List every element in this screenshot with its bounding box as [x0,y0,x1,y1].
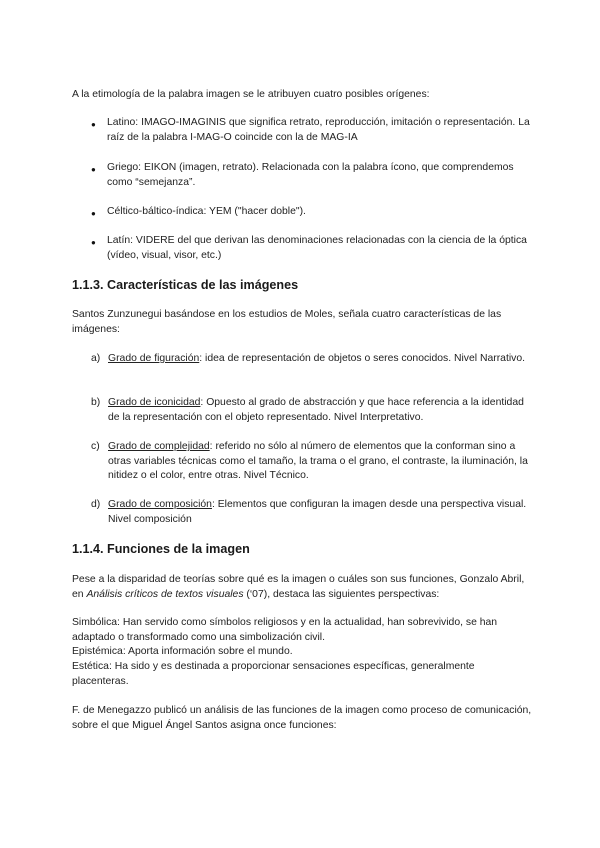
book-title: Análisis críticos de textos visuales [86,588,244,600]
definition-composicion: : Elementos que configuran la imagen desde una perspectiva visual. Nivel composición [108,499,527,525]
menegazzo-paragraph: F. de Menegazzo publicó un análisis de las funciones de la imagen como proceso de comunicación, sobre el que Miguel Ángel Santos asigna once funciones: [72,705,532,731]
bullet-dot-icon: ● [91,120,96,129]
list-label: a) [91,353,101,364]
section-heading-funciones: 1.1.4. Funciones de la imagen [72,542,250,556]
bullet-item-latino: Latino: IMAGO-IMAGINIS que significa retrato, reproducción, imitación o representación. La raíz de la palabra I-MAG-O coincide con la de MAG-IA [107,117,530,143]
term-iconicidad: Grado de iconicidad [108,397,201,408]
list-item-complejidad [108,440,532,484]
bullet-dot-icon: ● [91,209,96,218]
funciones-intro [72,573,532,602]
term-complejidad: Grado de complejidad [108,441,210,452]
list-item-figuracion [108,352,532,367]
list-label: c) [91,441,100,452]
definition-figuracion: : idea de representación de objetos o seres conocidos. Nivel Narrativo. [199,353,526,364]
bullet-dot-icon: ● [91,165,96,174]
bullet-dot-icon: ● [91,238,96,247]
perspectiva-epistemica: Epistémica: Aporta información sobre el mundo. [72,646,293,657]
list-item-composicion [108,498,532,527]
bullet-item-griego: Griego: EIKON (imagen, retrato). Relacionada con la palabra ícono, que comprendemos como “semejanza”. [107,162,514,188]
caracteristicas-intro: Santos Zunzunegui basándose en los estudios de Moles, señala cuatro características de las imágenes: [72,309,502,335]
list-label: d) [91,499,101,510]
definition-iconicidad: : Opuesto al grado de abstracción y que hace referencia a la identidad de la representación con el objeto representado. Nivel Interpretativo. [108,397,524,423]
perspectiva-estetica: Estética: Ha sido y es destinada a proporcionar sensaciones específicas, generalmente placenteras. [72,661,475,687]
definition-complejidad: : referido no sólo al número de elementos que la conforman sino a otras variables técnicas como el tamaño, la trama o el grano, el contraste, la iluminación, la nitidez o el color, entre otras. Nivel Técnico. [108,441,528,482]
bullet-item-celtico: Céltico-báltico-índica: YEM ("hacer doble"). [107,206,306,217]
funciones-intro-before: Pese a la disparidad de teorías sobre qué es la imagen o cuáles son sus funciones, Gonzalo Abril, en [72,574,525,600]
section-heading-caracteristicas: 1.1.3. Características de las imágenes [72,278,299,292]
funciones-intro-after: (‘07), destaca las siguientes perspectivas: [243,588,440,600]
term-figuracion: Grado de figuración [108,353,200,364]
list-item-iconicidad [108,396,532,425]
perspectiva-simbolica: Simbólica: Han servido como símbolos religiosos y en la actualidad, han sobrevivido, se han adaptado o transformado como una simbolización civil. [72,617,498,643]
intro-paragraph: A la etimología de la palabra imagen se le atribuyen cuatro posibles orígenes: [72,89,430,100]
bullet-item-latin: Latín: VIDERE del que derivan las denominaciones relacionadas con la ciencia de la óptica (vídeo, visual, visor, etc.) [107,235,527,261]
list-label: b) [91,397,101,408]
term-composicion: Grado de composición [108,499,212,510]
